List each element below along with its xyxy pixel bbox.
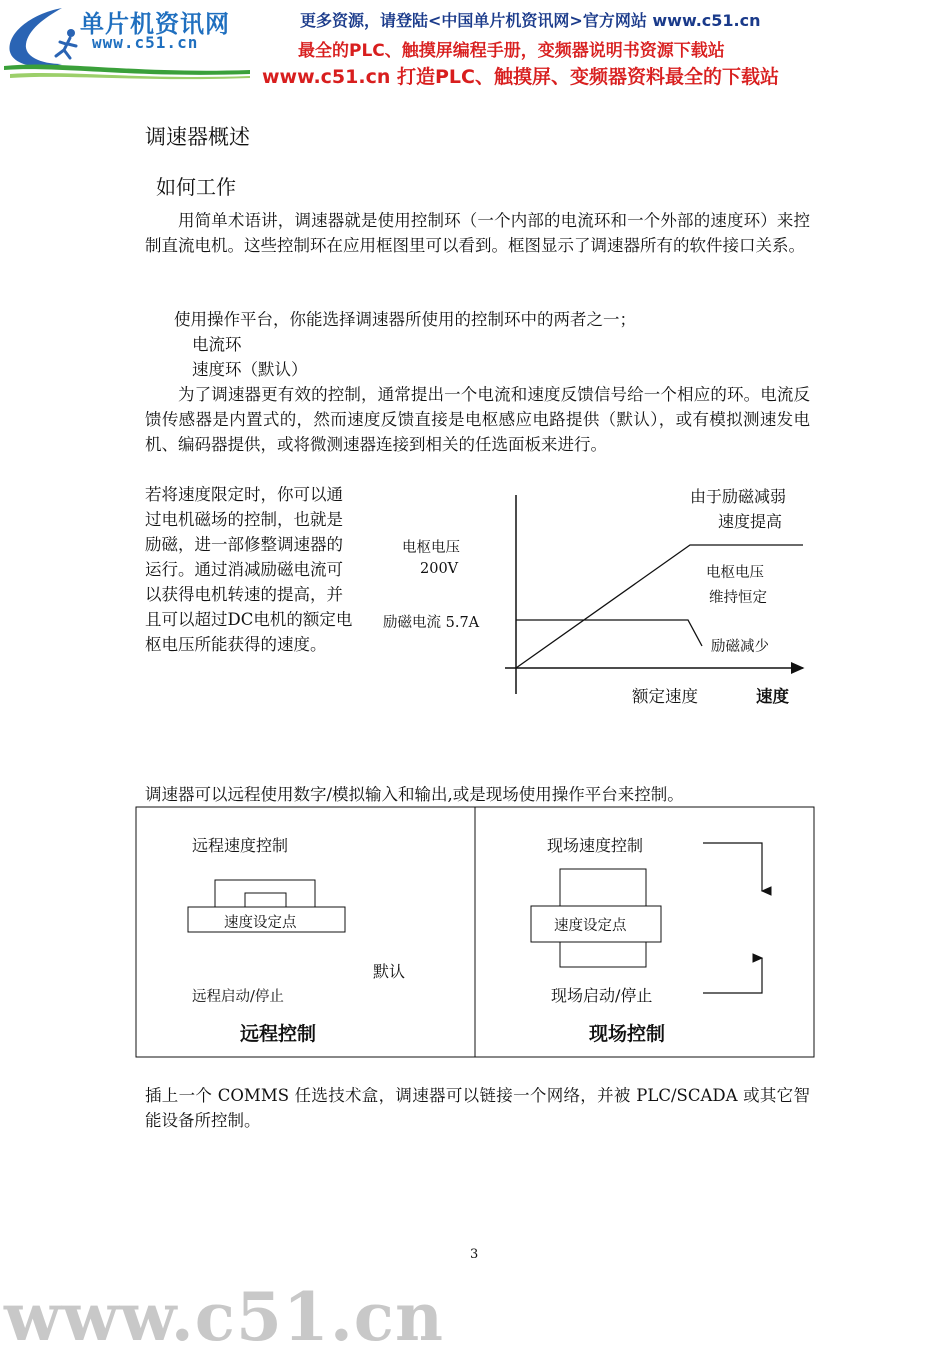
- header-line-3: www.c51.cn 打造PLC、触摸屏、变频器资料最全的下载站: [262, 66, 779, 88]
- remote-setpoint-label: 速度设定点: [224, 915, 297, 931]
- label-rated-speed: 额定速度: [632, 687, 698, 706]
- subsection-title: 如何工作: [156, 175, 236, 199]
- label-armature-voltage: 电枢电压: [402, 540, 460, 556]
- watermark: www.c51.cn: [4, 1278, 444, 1356]
- default-label: 默认: [373, 962, 406, 981]
- remote-speed-label: 远程速度控制: [192, 836, 289, 855]
- local-speed-arrow: [703, 843, 762, 891]
- label-speed-axis: 速度: [756, 687, 789, 706]
- remote-control-title: 远程控制: [240, 1023, 317, 1045]
- label-armature-constant-2: 维持恒定: [709, 590, 767, 606]
- local-speed-label: 现场速度控制: [547, 836, 644, 855]
- header-line-2: 最全的PLC、触摸屏编程手册，变频器说明书资源下载站: [298, 41, 725, 61]
- label-field-current: 励磁电流 5.7A: [383, 615, 480, 631]
- label-armature-constant-1: 电枢电压: [706, 565, 764, 581]
- paragraph-intro: 用简单术语讲，调速器就是使用控制环（一个内部的电流环和一个外部的速度环）来控制直流电机。这些控制环在应用框图里可以看到。框图显示了调速器所有的软件接口关系。: [145, 211, 810, 255]
- local-setpoint-label: 速度设定点: [554, 918, 627, 934]
- paragraph-control-modes: 调速器可以远程使用数字/模拟输入和输出,或是现场使用操作平台来控制。: [145, 785, 684, 804]
- logo-title: 单片机资讯网: [80, 10, 230, 38]
- label-field-weakening-1: 由于励磁减弱: [690, 487, 787, 506]
- section-title: 调速器概述: [145, 125, 250, 149]
- local-control-title: 现场控制: [589, 1023, 666, 1045]
- local-startstop-label: 现场启动/停止: [551, 986, 653, 1005]
- loop-item-current: 电流环: [192, 335, 242, 354]
- logo-url[interactable]: www.c51.cn: [92, 33, 199, 52]
- paragraph-comms: 插上一个 COMMS 任选技术盒，调速器可以链接一个网络，并被 PLC/SCADA 或其它智能设备所控制。: [145, 1086, 810, 1130]
- label-voltage-value: 200V: [420, 561, 459, 577]
- local-startstop-arrow: [703, 958, 762, 993]
- header-line-1: 更多资源，请登陆<中国单片机资讯网>官方网站 www.c51.cn: [300, 11, 761, 30]
- label-field-reduce: 励磁减少: [711, 639, 769, 655]
- remote-startstop-label: 远程启动/停止: [192, 989, 284, 1005]
- page-number: 3: [470, 1247, 479, 1262]
- paragraph-field-control: 若将速度限定时，你可以通过电机磁场的控制，也就是励磁，进一部修整调速器的运行。通过消减励磁电流可以获得电机转速的提高，并且可以超过DC电机的额定电枢电压所能获得的速度。: [145, 485, 353, 654]
- paragraph-feedback: 为了调速器更有效的控制，通常提出一个电流和速度反馈信号给一个相应的环。电流反馈传感器是内置式的，然而速度反馈直接是电枢感应电路提供（默认），或有模拟测速发电机、编码器提供，或将微测速器连接到相关的任选面板来进行。: [145, 385, 810, 454]
- label-field-weakening-2: 速度提高: [718, 512, 783, 531]
- loop-item-speed: 速度环（默认）: [192, 360, 308, 379]
- paragraph-loop-select: 使用操作平台，你能选择调速器所使用的控制环中的两者之一；: [174, 310, 636, 329]
- remote-keypad-inner: [245, 893, 286, 908]
